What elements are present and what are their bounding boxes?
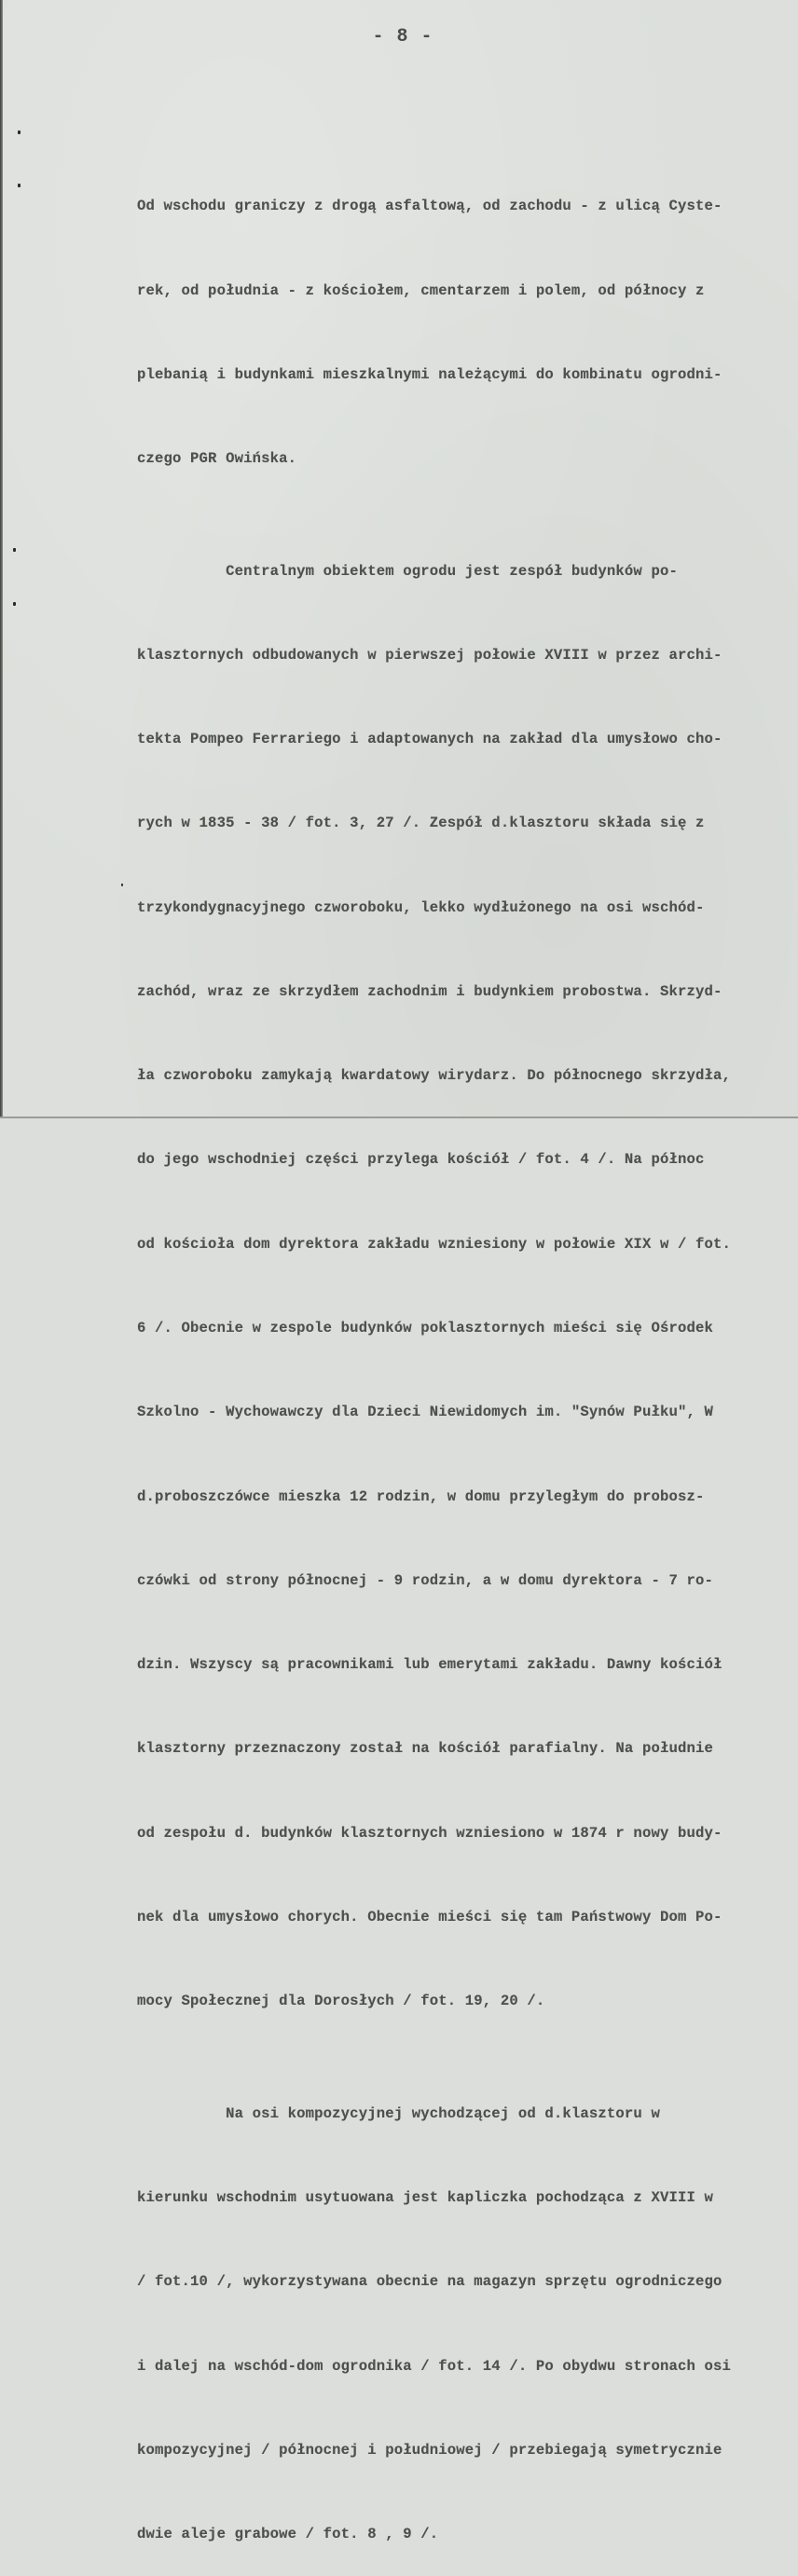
text-line: i dalej na wschód-dom ogrodnika / fot. 14 /. Po obydwu stronach osi: [137, 2357, 732, 2375]
text-line: trzykondygnacyjnego czworoboku, lekko wydłużonego na osi wschód-: [137, 898, 705, 916]
text-line: Od wschodu graniczy z drogą asfaltową, od zachodu - z ulicą Cyste-: [137, 198, 722, 215]
text-line: zachód, wraz ze skrzydłem zachodnim i budynkiem probostwa. Skrzyd-: [137, 982, 722, 1000]
text-line: d.proboszczówce mieszka 12 rodzin, w domu przyległym do probosz-: [137, 1487, 705, 1505]
margin-speck: [18, 184, 21, 187]
paragraph-first-line: Centralnym obiektem ogrodu jest zespół budynków po-: [137, 562, 678, 580]
text-line: tekta Pompeo Ferrariego i adaptowanych na zakład dla umysłowo cho-: [137, 731, 722, 748]
document-body: [137, 108, 790, 2576]
text-line: czego PGR Owińska.: [137, 450, 297, 468]
text-line: klasztorny przeznaczony został na kościół parafialny. Na południe: [137, 1740, 714, 1758]
text-line: dwie aleje grabowe / fot. 8 , 9 /.: [137, 2526, 439, 2543]
margin-speck: [18, 130, 21, 134]
text-line: 6 /. Obecnie w zespole budynków poklasztornych mieści się Ośrodek: [137, 1320, 714, 1337]
text-line: plebanią i budynkami mieszkalnymi należącymi do kombinatu ogrodni-: [137, 365, 722, 383]
text-line: czówki od strony północnej - 9 rodzin, a w domu dyrektora - 7 ro-: [137, 1571, 714, 1589]
text-line: Szkolno - Wychowawczy dla Dzieci Niewidomych im. "Synów Pułku", W: [137, 1404, 714, 1421]
text-line: / fot.10 /, wykorzystywana obecnie na magazyn sprzętu ogrodniczego: [137, 2273, 722, 2291]
margin-speck: [13, 602, 16, 606]
text-line: mocy Społecznej dla Dorosłych / fot. 19, 20 /.: [137, 1993, 545, 2010]
text-line: nek dla umysłowo chorych. Obecnie mieści się tam Państwowy Dom Po-: [137, 1909, 722, 1925]
text-line: dzin. Wszyscy są pracownikami lub emerytami zakładu. Dawny kościół: [137, 1656, 722, 1674]
margin-speck: [13, 548, 16, 552]
text-line: od kościoła dom dyrektora zakładu wzniesiony w połowie XIX w / fot.: [137, 1235, 732, 1253]
text-line: od zespołu d. budynków klasztornych wzniesiono w 1874 r nowy budy-: [137, 1824, 722, 1842]
text-line: klasztornych odbudowanych w pierwszej połowie XVIII w przez archi-: [137, 646, 722, 664]
text-line: kierunku wschodnim usytuowana jest kapliczka pochodząca z XVIII w: [137, 2188, 714, 2206]
scan-left-edge: [0, 0, 3, 1118]
page-number: - 8 -: [372, 26, 433, 48]
margin-speck: [121, 884, 123, 886]
text-line: rek, od południa - z kościołem, cmentarzem i polem, od północy z: [137, 281, 705, 299]
text-line: do jego wschodniej części przylega kościół / fot. 4 /. Na północ: [137, 1151, 705, 1169]
text-line: rych w 1835 - 38 / fot. 3, 27 /. Zespół d.klasztoru składa się z: [137, 815, 705, 832]
text-line: kompozycyjnej / północnej i południowej / przebiegają symetrycznie: [137, 2441, 722, 2459]
text-line: ła czworoboku zamykają kwardatowy wirydarz. Do północnego skrzydła,: [137, 1067, 732, 1085]
paragraph-first-line: Na osi kompozycyjnej wychodzącej od d.klasztoru w: [137, 2104, 660, 2122]
